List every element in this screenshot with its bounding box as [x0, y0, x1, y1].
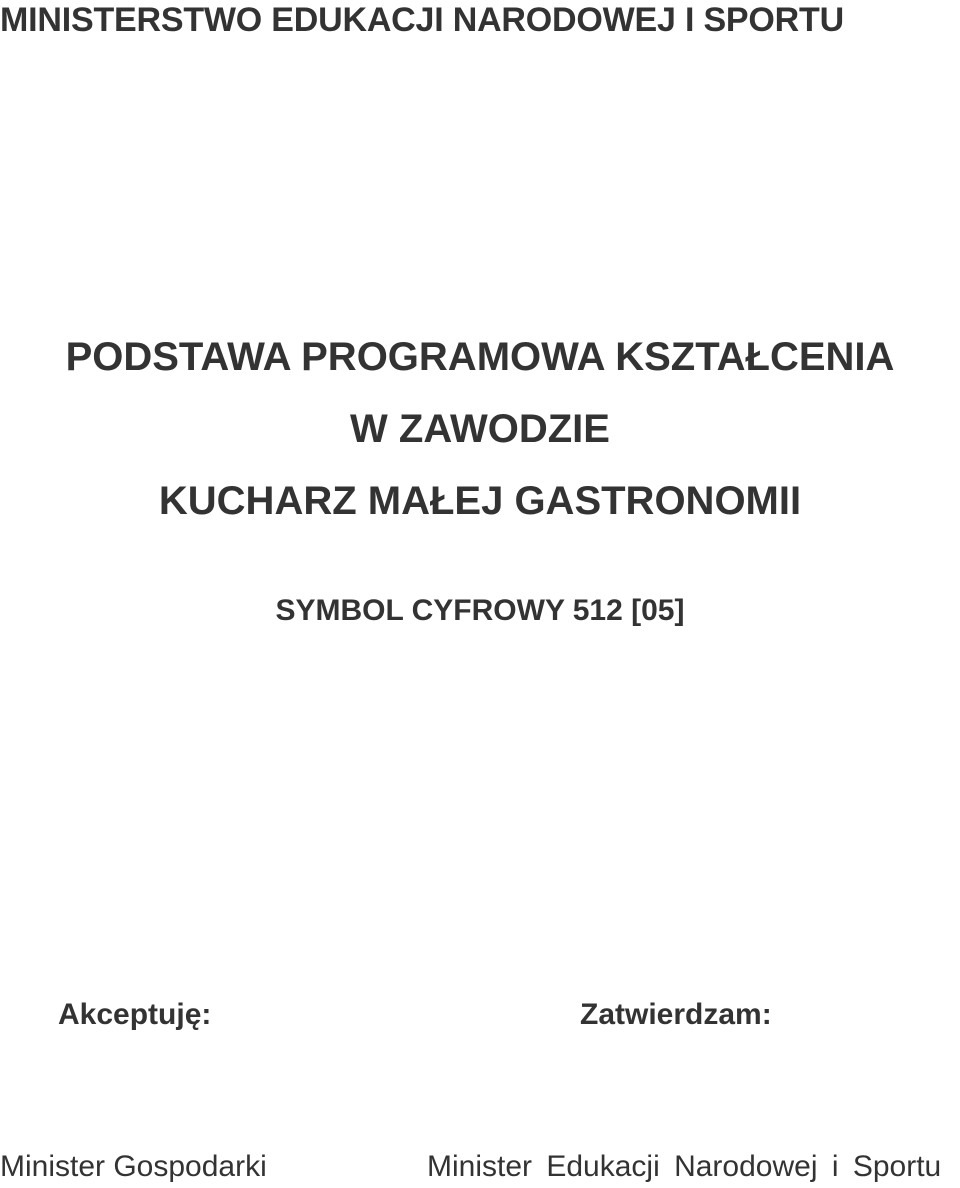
- signatory-right: Minister Edukacji Narodowej i Sportu: [427, 1150, 942, 1183]
- approve-label: Zatwierdzam:: [580, 998, 772, 1031]
- symbol-code: SYMBOL CYFROWY 512 [05]: [275, 594, 685, 627]
- title-line-3: KUCHARZ MAŁEJ GASTRONOMII: [158, 479, 802, 523]
- title-line-2: W ZAWODZIE: [350, 407, 610, 451]
- signatory-left: Minister Gospodarki: [0, 1150, 267, 1183]
- ministry-header: MINISTERSTWO EDUKACJI NARODOWEJ I SPORTU: [0, 1, 844, 39]
- accept-label: Akceptuję:: [58, 998, 212, 1031]
- title-line-1: PODSTAWA PROGRAMOWA KSZTAŁCENIA: [65, 335, 895, 379]
